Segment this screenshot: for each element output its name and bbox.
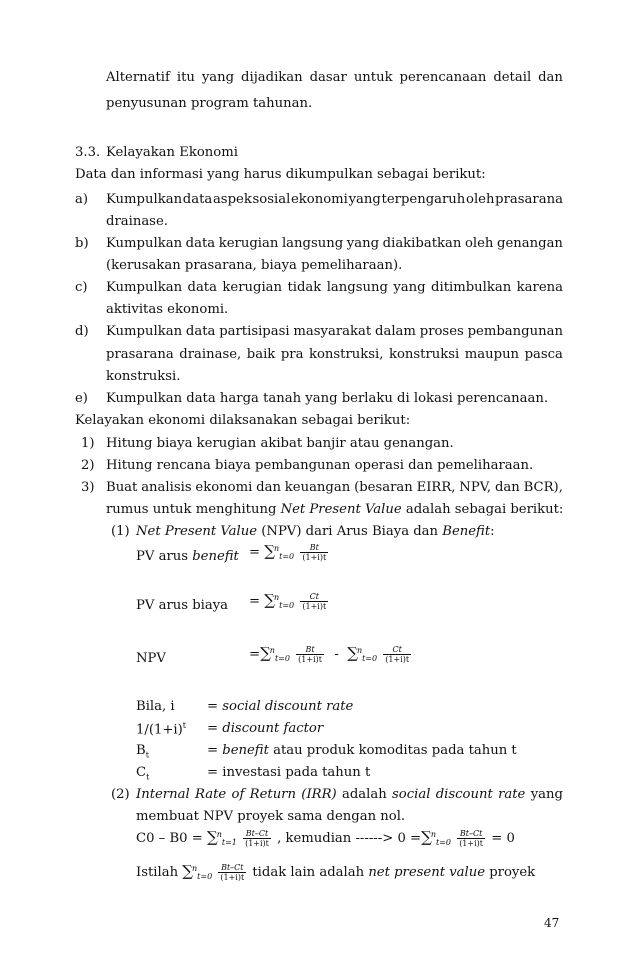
- word: ekonomi: [291, 192, 348, 207]
- word: masyarakat: [293, 324, 372, 339]
- eq-sign: =: [207, 721, 219, 736]
- word: Alternatif: [106, 70, 170, 85]
- npv-mark: (1): [111, 524, 130, 539]
- step-1-text: Hitung biaya kerugian akibat banjir atau genangan.: [106, 436, 454, 451]
- word: yang: [346, 236, 380, 251]
- step-3-line-1: [106, 481, 563, 494]
- word: data: [187, 280, 217, 295]
- word: baik: [246, 347, 276, 362]
- word: yang: [530, 787, 563, 802]
- item-d-line-3: konstruksi.: [106, 369, 181, 384]
- item-a-mark: a): [75, 192, 89, 207]
- def-i-value: [207, 700, 353, 713]
- step-3-line-2: [106, 503, 563, 516]
- def-c-letter: C: [136, 765, 147, 780]
- word: data: [182, 192, 213, 207]
- word: dan: [494, 480, 520, 495]
- word: Internal: [136, 787, 190, 802]
- word: konstruksi: [388, 347, 460, 362]
- item-e-line-1: Kumpulkan data harga tanah yang berlaku di lokasi perencanaan.: [106, 391, 549, 406]
- word: pembangunan: [467, 324, 563, 339]
- fraction-denominator: (1+i)t: [385, 655, 410, 665]
- data-intro: Data dan informasi yang harus dikumpulkan sebagai berikut:: [75, 167, 486, 182]
- fraction-denominator: (1+i)t: [459, 839, 483, 849]
- step-2-text: Hitung rencana biaya pembangunan operasi dan pemeliharaan.: [106, 458, 534, 473]
- item-a-line-2: drainase.: [106, 214, 168, 229]
- word: keuangan: [284, 480, 351, 495]
- istilah-text-b: tidak lain adalah: [248, 865, 369, 881]
- irr-formula-mid: , kemudian ------> 0 =: [277, 831, 422, 847]
- irr-istilah: [136, 863, 535, 882]
- word: detail: [493, 70, 532, 85]
- word: of: [231, 787, 245, 802]
- sum-lower: t=0: [435, 838, 451, 848]
- def-i-label: Bila, i: [136, 699, 175, 714]
- npv-heading-d: :: [490, 524, 495, 539]
- word: discount: [435, 787, 493, 802]
- pv-benefit-label-b: benefit: [192, 549, 239, 564]
- sum-upper: n: [216, 829, 222, 839]
- item-b-line-1: [106, 237, 563, 250]
- item-b-line-2: (kerusakan prasarana, biaya pemeliharaan).: [106, 258, 403, 273]
- fraction-numerator: Bt–Ct: [245, 829, 269, 838]
- irr-line-2: membuat NPV proyek sama dengan nol.: [136, 809, 406, 824]
- word: oleh: [466, 192, 495, 207]
- item-c-line-1: [106, 281, 563, 294]
- section-title: Kelayakan Ekonomi: [106, 145, 238, 160]
- irr-formula-left: C0 – B0 =: [136, 831, 203, 847]
- word: diakibatkan: [382, 236, 462, 251]
- word: dan: [256, 480, 281, 495]
- word: data: [185, 236, 216, 251]
- exec-intro: Kelayakan ekonomi dilaksanakan sebagai berikut:: [75, 413, 411, 428]
- def-df-text: 1/(1+i): [136, 722, 183, 738]
- word: perencanaan: [399, 70, 487, 85]
- sum-upper: n: [269, 645, 275, 655]
- word: Kumpulkan: [106, 280, 183, 295]
- item-d-mark: d): [75, 324, 89, 339]
- npv-formula: [249, 645, 413, 664]
- fraction: [300, 543, 328, 562]
- fraction-numerator: Bt: [309, 543, 319, 552]
- def-df-sup: t: [182, 721, 186, 730]
- section-number: 3.3.: [75, 145, 101, 160]
- fraction: [457, 829, 485, 848]
- word: untuk: [353, 70, 393, 85]
- intro-line-2: penyusunan program tahunan.: [106, 96, 313, 111]
- eq-sign: =: [249, 545, 261, 561]
- pv-benefit-label: [136, 550, 239, 563]
- eq-sign: =: [249, 647, 261, 663]
- fraction-numerator: Ct: [309, 592, 319, 601]
- irr-line-1: [136, 788, 563, 801]
- sigma-sign: ∑: [264, 542, 275, 561]
- fraction: [218, 863, 246, 882]
- eq-sign: =: [207, 765, 219, 780]
- word: prasarana: [106, 347, 174, 362]
- word: aspek: [212, 192, 252, 207]
- word: analisis: [141, 480, 192, 495]
- sum-upper: n: [273, 592, 280, 602]
- step-1-mark: 1): [81, 436, 95, 451]
- word: NPV,: [459, 480, 492, 495]
- word: pasca: [524, 347, 563, 362]
- word: dasar: [309, 70, 347, 85]
- npv-heading-b: (NPV) dari Arus Biaya dan: [257, 524, 443, 539]
- word: prasarana: [495, 192, 563, 207]
- word: partisipasi: [219, 324, 290, 339]
- word: dijadikan: [241, 70, 303, 85]
- intro-line-1: [106, 71, 563, 84]
- word: EIRR,: [416, 480, 456, 495]
- word: (besaran: [354, 480, 413, 495]
- def-c-value-text: investasi pada tahun t: [222, 765, 371, 780]
- def-c-value: [207, 766, 370, 779]
- fraction-denominator: (1+i)t: [220, 873, 245, 883]
- def-df-value: [207, 722, 323, 735]
- sum-lower: t=0: [362, 654, 378, 664]
- fraction: [243, 829, 271, 848]
- word: maupun: [464, 347, 520, 362]
- sigma-sign: ∑: [206, 828, 218, 847]
- word: Kumpulkan: [106, 192, 183, 207]
- word: kerugian: [218, 236, 279, 251]
- sum-lower: t=0: [274, 654, 290, 664]
- word: genangan: [497, 236, 563, 251]
- word: tidak: [287, 280, 322, 295]
- word: rate: [498, 787, 526, 802]
- sum-upper: n: [273, 543, 280, 553]
- pv-cost-label: PV arus biaya: [136, 598, 229, 613]
- word: proses: [419, 324, 464, 339]
- word: langsung: [281, 236, 344, 251]
- word: Return: [249, 787, 296, 802]
- item-c-mark: c): [75, 280, 88, 295]
- istilah-text-d: proyek: [485, 865, 536, 881]
- sigma-sign: ∑: [264, 591, 275, 610]
- def-c-label: [136, 766, 149, 782]
- def-i-text: social discount rate: [222, 699, 354, 714]
- word: (IRR): [301, 787, 337, 802]
- word: yang: [201, 70, 235, 85]
- item-c-line-2: aktivitas ekonomi.: [106, 302, 229, 317]
- word: pra: [280, 347, 304, 362]
- word: langsung: [326, 280, 388, 295]
- word: Rate: [195, 787, 227, 802]
- item-a-line-1: [106, 193, 563, 206]
- word: data: [185, 324, 216, 339]
- word: itu: [176, 70, 195, 85]
- istilah-text-a: Istilah: [136, 865, 179, 881]
- fraction: [300, 592, 328, 611]
- sigma-sign: ∑: [421, 828, 432, 847]
- npv-label: NPV: [136, 651, 166, 666]
- word: ditimbulkan: [431, 280, 512, 295]
- step-3-text-npv: Net Present Value: [280, 502, 402, 517]
- sum-upper: n: [356, 645, 363, 655]
- word: ekonomi: [195, 480, 253, 495]
- sum-upper: n: [430, 829, 436, 839]
- npv-heading: [136, 525, 495, 538]
- pv-cost-formula: [249, 592, 330, 611]
- minus-sign: -: [334, 647, 339, 663]
- eq-sign: =: [249, 594, 261, 610]
- def-b-letter: B: [136, 743, 146, 758]
- item-e-mark: e): [75, 391, 88, 406]
- def-c-sub: t: [146, 772, 150, 782]
- istilah-text-npv: net present value: [368, 865, 486, 881]
- item-b-mark: b): [75, 236, 89, 251]
- sum-upper: n: [192, 863, 198, 873]
- fraction-numerator: Bt–Ct: [459, 829, 483, 838]
- irr-formula: [136, 829, 515, 848]
- fraction-denominator: (1+i)t: [302, 553, 327, 563]
- sum-lower: t=0: [279, 552, 295, 562]
- word: drainase,: [179, 347, 242, 362]
- item-d-line-1: [106, 325, 563, 338]
- fraction-numerator: Bt–Ct: [221, 863, 244, 872]
- word: kerugian: [222, 280, 283, 295]
- npv-heading-c: Benefit: [442, 524, 491, 539]
- word: Kumpulkan: [106, 236, 183, 251]
- fraction-numerator: Ct: [392, 645, 402, 654]
- sum-lower: t=1: [221, 838, 237, 848]
- def-df-label: [136, 722, 186, 737]
- fraction-denominator: (1+i)t: [302, 602, 327, 612]
- fraction-denominator: (1+i)t: [298, 655, 322, 665]
- word: yang: [348, 192, 381, 207]
- page-number: 47: [544, 916, 560, 930]
- eq-sign: =: [207, 699, 219, 714]
- fraction: [383, 645, 411, 664]
- word: terpengaruh: [381, 192, 466, 207]
- def-df-value-text: discount factor: [222, 721, 324, 736]
- eq-sign: =: [207, 743, 219, 758]
- def-b-sub: t: [145, 750, 149, 760]
- step-3-text-a: rumus untuk menghitung: [106, 502, 281, 517]
- fraction-denominator: (1+i)t: [245, 839, 269, 849]
- word: sosial: [252, 192, 291, 207]
- sigma-sign: ∑: [260, 644, 271, 663]
- item-d-line-2: [106, 348, 563, 361]
- word: yang: [393, 280, 426, 295]
- fraction-numerator: Bt: [305, 645, 315, 654]
- npv-heading-a: Net Present Value: [136, 524, 258, 539]
- pv-benefit-label-a: PV arus: [136, 549, 193, 564]
- word: oleh: [464, 236, 494, 251]
- def-b-value: [207, 744, 517, 757]
- pv-benefit-formula: [249, 543, 330, 562]
- def-b-label: [136, 744, 149, 760]
- word: karena: [516, 280, 563, 295]
- word: konstruksi,: [308, 347, 384, 362]
- sigma-sign: ∑: [347, 644, 358, 663]
- word: BCR),: [523, 480, 563, 495]
- sigma-sign: ∑: [182, 862, 193, 881]
- fraction: [296, 645, 324, 664]
- def-b-value-a: benefit: [222, 743, 269, 758]
- word: Kumpulkan: [106, 324, 183, 339]
- irr-formula-end: = 0: [491, 831, 515, 847]
- def-b-value-b: atau produk komoditas pada tahun t: [268, 743, 517, 758]
- word: adalah: [341, 787, 387, 802]
- step-3-text-c: adalah sebagai berikut:: [401, 502, 564, 517]
- sum-lower: t=0: [279, 601, 295, 611]
- word: social: [392, 787, 431, 802]
- step-2-mark: 2): [81, 458, 95, 473]
- word: dalam: [375, 324, 416, 339]
- word: dan: [538, 70, 563, 85]
- irr-mark: (2): [111, 787, 130, 802]
- step-3-mark: 3): [81, 480, 95, 495]
- sum-lower: t=0: [197, 872, 213, 882]
- word: Buat: [106, 480, 138, 495]
